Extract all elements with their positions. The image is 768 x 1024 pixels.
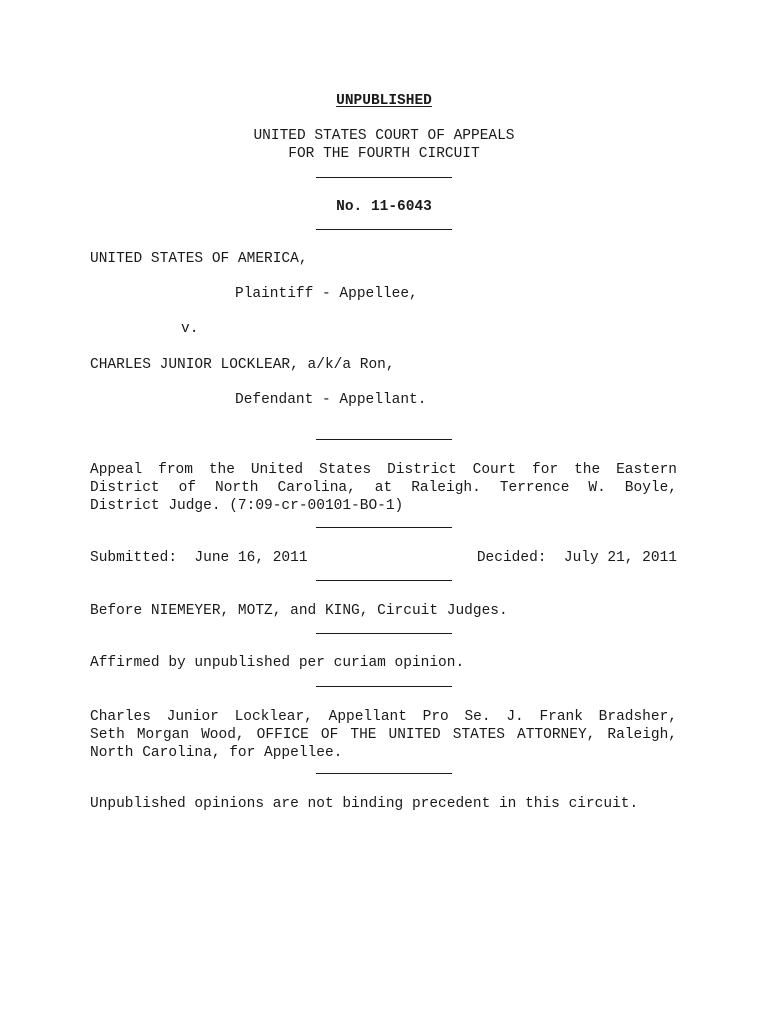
court-name-line-2: FOR THE FOURTH CIRCUIT — [288, 146, 480, 162]
separator-rule — [316, 580, 452, 581]
counsel-line-1: Charles Junior Locklear, Appellant Pro Se. J. Frank Bradsher, — [90, 709, 677, 725]
court-name-line-1: UNITED STATES COURT OF APPEALS — [253, 128, 515, 144]
precedent-note: Unpublished opinions are not binding precedent in this circuit. — [90, 796, 639, 812]
plaintiff-role: Plaintiff - Appellee, — [235, 286, 418, 302]
defendant-name: CHARLES JUNIOR LOCKLEAR, a/k/a Ron, — [90, 357, 395, 373]
decided-date: Decided: July 21, 2011 — [476, 550, 677, 566]
panel-judges: Before NIEMEYER, MOTZ, and KING, Circuit Judges. — [90, 603, 508, 619]
appeal-line-2: District of North Carolina, at Raleigh. Terrence W. Boyle, — [90, 480, 677, 496]
versus: v. — [181, 321, 199, 337]
case-number: No. 11-6043 — [336, 199, 432, 215]
appeal-line-1: Appeal from the United States District Court for the Eastern — [90, 462, 677, 478]
unpublished-heading: UNPUBLISHED — [336, 93, 432, 109]
separator-rule — [316, 229, 452, 230]
separator-rule — [316, 773, 452, 774]
separator-rule — [316, 686, 452, 687]
defendant-role: Defendant - Appellant. — [235, 392, 427, 408]
disposition: Affirmed by unpublished per curiam opinion. — [90, 655, 465, 671]
separator-rule — [316, 177, 452, 178]
separator-rule — [316, 439, 452, 440]
counsel-paragraph — [90, 708, 677, 762]
separator-rule — [316, 633, 452, 634]
separator-rule — [316, 527, 452, 528]
submitted-date: Submitted: June 16, 2011 — [90, 550, 308, 566]
counsel-line-2: Seth Morgan Wood, OFFICE OF THE UNITED STATES ATTORNEY, Raleigh, — [90, 727, 677, 743]
counsel-line-3: North Carolina, for Appellee. — [90, 745, 343, 761]
appeal-line-3: District Judge. (7:09-cr-00101-BO-1) — [90, 498, 404, 514]
appeal-paragraph — [90, 461, 677, 515]
plaintiff-name: UNITED STATES OF AMERICA, — [90, 251, 308, 267]
